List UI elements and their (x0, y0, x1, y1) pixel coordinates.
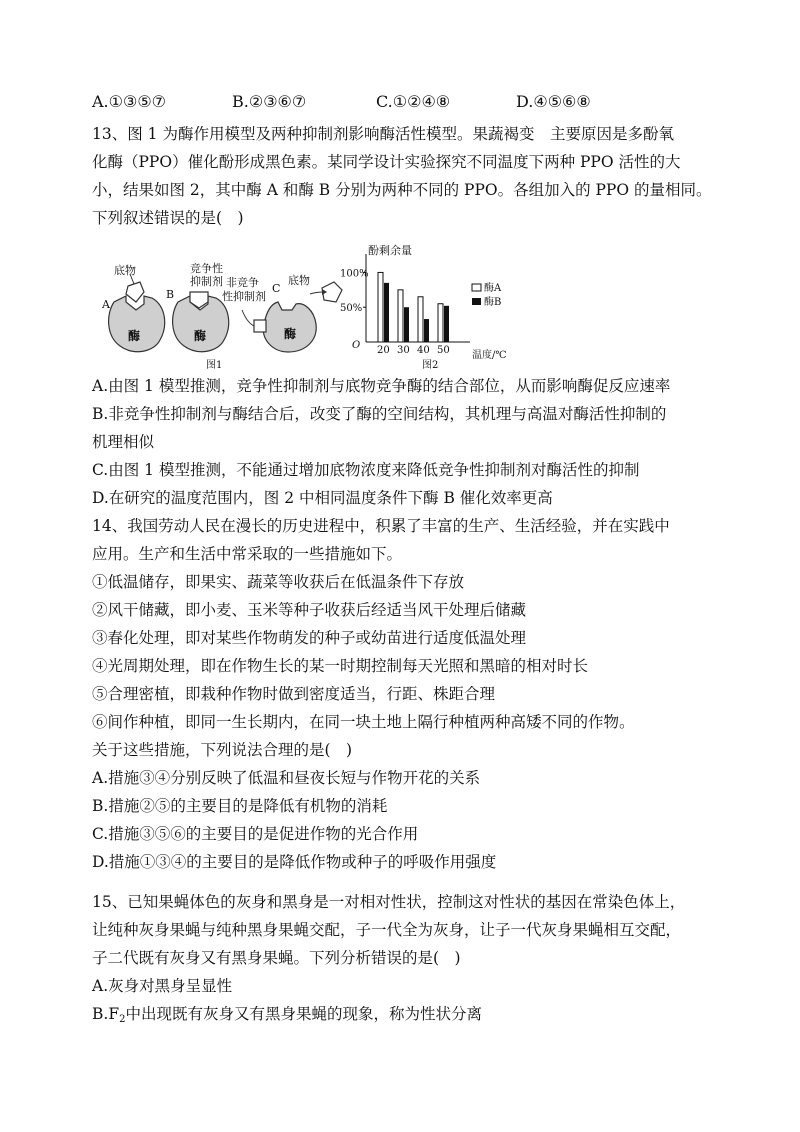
label-a: A (102, 298, 110, 311)
model-a (101, 263, 165, 352)
bar-enzyme-a (438, 304, 443, 342)
option-b-subscript: 2 (119, 1014, 126, 1025)
bar-enzyme-a (418, 297, 423, 342)
label-noncomp-2: 性抑制剂 (222, 290, 266, 303)
option-b[interactable]: B.②③⑥⑦ (232, 92, 307, 111)
question-15-line: 让纯种灰身果蝇与纯种黑身果蝇交配，子一代全为灰身，让子一代灰身果蝇相互交配， (92, 921, 682, 939)
noncompetitive-inhibitor-shape (254, 320, 266, 332)
question-14 (92, 512, 722, 876)
question-13-option-c[interactable]: C.由图 1 模型推测，不能通过增加底物浓度来降低竞争性抑制剂对酶活性的抑制 (92, 461, 640, 479)
question-14-line: 14、我国劳动人民在漫长的历史进程中，积累了丰富的生产、生活经验，并在实践中 (92, 517, 670, 535)
chart-xlabel: 温度/℃ (472, 350, 507, 361)
model-c (222, 273, 342, 352)
legend-label-b: 酶B (484, 297, 502, 308)
figure-1-caption: 图1 (206, 360, 223, 371)
chart-caption: 图2 (422, 360, 439, 371)
question-13-option-a[interactable]: A.由图 1 模型推测，竞争性抑制剂与底物竞争酶的结合部位，从而影响酶促反应速率 (92, 377, 671, 395)
x-tick-label: 30 (397, 345, 410, 356)
label-b: B (166, 288, 175, 301)
label-enzyme-c: 酶 (284, 327, 297, 341)
question-14-option-b[interactable]: B.措施②⑤的主要目的是降低有机物的消耗 (92, 797, 388, 815)
figure-2-chart (340, 244, 507, 371)
question-13-line: 下列叙述错误的是( ) (92, 209, 244, 227)
question-13-option-d[interactable]: D.在研究的温度范围内，图 2 中相同温度条件下酶 B 催化效率更高 (92, 489, 553, 507)
bar-enzyme-b (384, 283, 389, 342)
label-substrate-c: 底物 (288, 274, 310, 287)
label-enzyme-b: 酶 (194, 329, 207, 343)
figure-enzyme-models (96, 244, 536, 372)
question-14-option-d[interactable]: D.措施①③④的主要目的是降低作物或种子的呼吸作用强度 (92, 853, 497, 871)
measure-item: ①低温储存，即果实、蔬菜等收获后在低温条件下存放 (92, 573, 465, 591)
y-tick-label: 50% (340, 303, 363, 315)
legend-label-a: 酶A (484, 283, 502, 294)
measure-item: ④光周期处理，即在作物生长的某一时期控制每天光照和黑暗的相对时长 (92, 657, 589, 675)
measure-item: ⑥间作种植，即同一生长期内，在同一块土地上隔行种植两种高矮不同的作物。 (92, 713, 635, 731)
model-b (166, 261, 229, 352)
question-13-stem (92, 120, 722, 232)
question-13-option-b-cont: 机理相似 (92, 433, 155, 451)
question-15-line: 15、已知果蝇体色的灰身和黑身是一对相对性状，控制这对性状的基因在常染色体上， (92, 893, 686, 911)
measure-item: ③春化处理，即对某些作物萌发的种子或幼苗进行适度低温处理 (92, 629, 527, 647)
label-enzyme: 酶 (128, 329, 141, 343)
previous-question-options (92, 92, 722, 120)
legend-swatch-b (472, 298, 481, 305)
bar-enzyme-a (378, 272, 383, 342)
question-14-line: 应用。生产和生活中常采取的一些措施如下。 (92, 545, 403, 563)
measure-item: ②风干储藏，即小麦、玉米等种子收获后经适当风干处理后储藏 (92, 601, 527, 619)
measure-item: ⑤合理密植，即栽种作物时做到密度适当，行距、株距合理 (92, 685, 496, 703)
option-c[interactable]: C.①②④⑧ (376, 92, 451, 111)
question-14-option-a[interactable]: A.措施③④分别反映了低温和昼夜长短与作物开花的关系 (92, 769, 481, 787)
enzyme-a-shape (109, 296, 165, 352)
question-14-prompt: 关于这些措施，下列说法合理的是( ) (92, 741, 353, 759)
question-13-line: 13、图 1 为酶作用模型及两种抑制剂影响酶活性模型。果蔬褐变 主要原因是多酚氧 (92, 125, 674, 143)
question-15-option-b[interactable] (92, 1000, 722, 1034)
label-noncomp-1: 非竞争 (226, 276, 259, 289)
label-comp-2: 抑制剂 (190, 275, 223, 288)
chart-title: 酚剩余量 (368, 244, 412, 257)
question-14-option-c[interactable]: C.措施③⑤⑥的主要目的是促进作物的光合作用 (92, 825, 419, 843)
x-tick-label: 20 (377, 345, 390, 356)
bar-enzyme-b (424, 319, 429, 342)
label-comp-1: 竞争性 (190, 262, 223, 275)
legend-swatch-a (472, 284, 481, 291)
label-substrate: 底物 (114, 264, 136, 277)
bar-enzyme-b (444, 306, 449, 342)
bar-enzyme-a (398, 290, 403, 342)
question-15-line: 子二代既有灰身又有黑身果蝇。下列分析错误的是( ) (92, 949, 461, 967)
substrate-a-shape (126, 282, 144, 302)
x-tick-label: 40 (417, 345, 430, 356)
option-d[interactable]: D.④⑤⑥⑧ (516, 92, 591, 111)
bar-enzyme-b (404, 307, 409, 342)
y-tick-label: 100% (340, 268, 369, 280)
label-c: C (272, 282, 281, 295)
chart-origin: O (352, 340, 361, 351)
option-b-text: 中出现既有灰身又有黑身果蝇的现象，称为性状分离 (125, 1005, 482, 1023)
option-b-prefix: B.F (92, 1005, 120, 1023)
question-13-line: 小，结果如图 2，其中酶 A 和酶 B 分别为两种不同的 PPO。各组加入的 PPO 的量相同。 (92, 181, 712, 199)
question-15-option-a[interactable]: A.灰身对黑身呈显性 (92, 977, 233, 995)
question-15 (92, 888, 722, 1034)
option-a[interactable]: A.①③⑤⑦ (92, 92, 167, 111)
question-13-line: 化酶（PPO）催化酚形成黑色素。某同学设计实验探究不同温度下两种 PPO 活性的大 (92, 153, 681, 171)
question-13-option-b[interactable]: B.非竞争性抑制剂与酶结合后，改变了酶的空间结构，其机理与高温对酶活性抑制的 (92, 405, 667, 423)
x-tick-label: 50 (437, 345, 450, 356)
question-13-options (92, 372, 722, 512)
